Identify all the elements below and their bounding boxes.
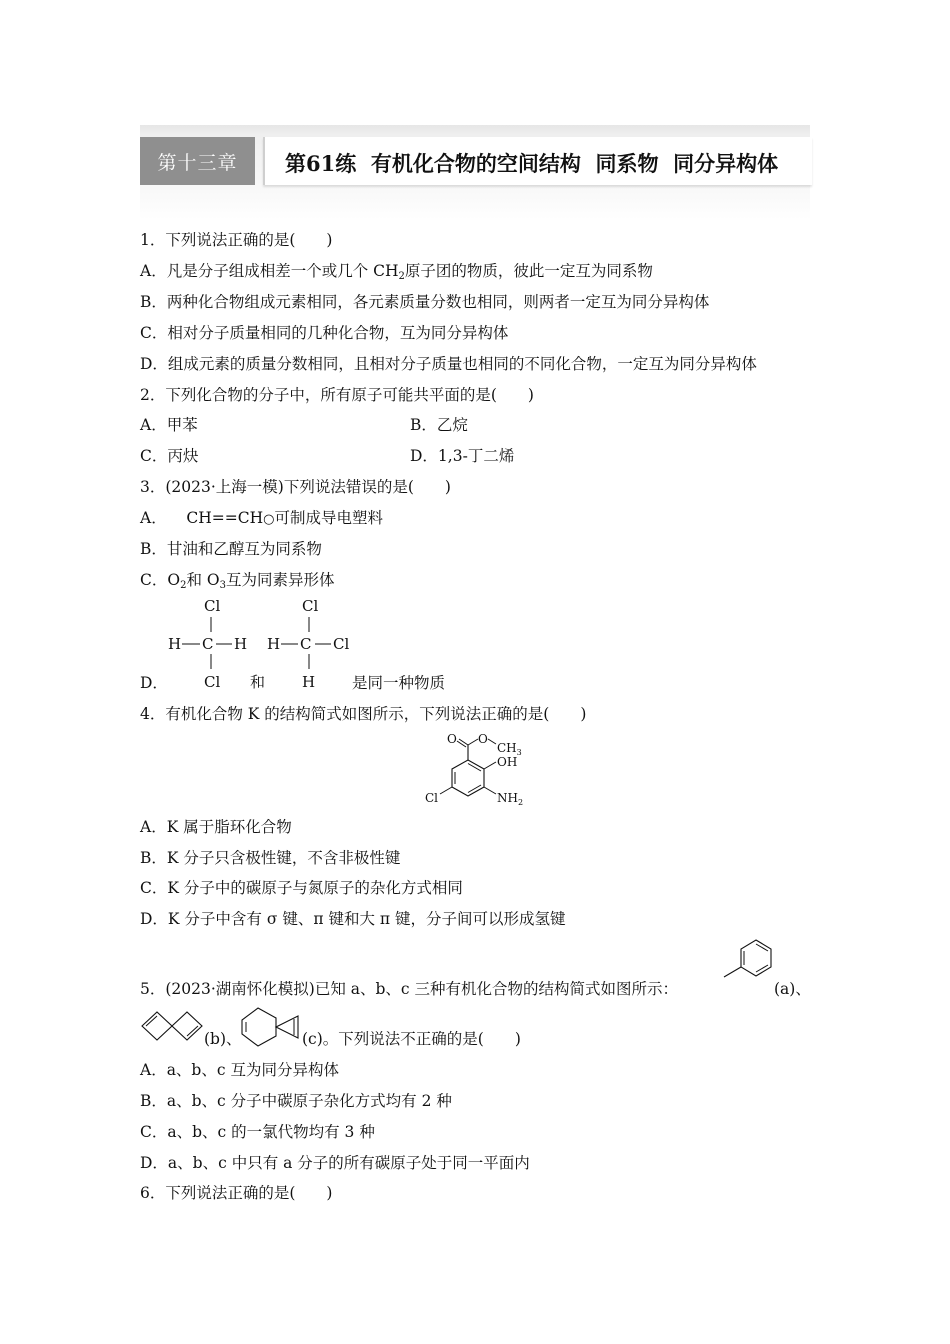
q1-option-d: D．组成元素的质量分数相同，且相对分子质量也相同的不同化合物，一定互为同分异构体 bbox=[140, 355, 757, 373]
q5-stem: 5．(2023·湖南怀化模拟)已知 a、b、c 三种有机化合物的结构简式如图所示： bbox=[140, 980, 679, 998]
q2-option-d: D．1,3-丁二烯 bbox=[410, 447, 515, 465]
hydroxyl-label: OH bbox=[497, 755, 518, 769]
q5-option-a: A．a、b、c 互为同分异构体 bbox=[140, 1061, 339, 1079]
q6-stem: 6．下列说法正确的是( ) bbox=[140, 1184, 333, 1202]
q2-option-b: B．乙烷 bbox=[410, 416, 468, 434]
atom-h-left-1: H bbox=[168, 635, 182, 653]
atom-c-1: C bbox=[202, 635, 214, 653]
q1-stem: 1．下列说法正确的是( ) bbox=[140, 231, 333, 249]
q5-option-c: C．a、b、c 的一氯代物均有 3 种 bbox=[140, 1123, 375, 1141]
compound-b-spirodiene-icon bbox=[138, 1008, 204, 1048]
q5-label-b: (b)、 bbox=[204, 1030, 242, 1048]
q1-option-c: C．相对分子质量相同的几种化合物，互为同分异构体 bbox=[140, 324, 509, 342]
q2-stem: 2．下列化合物的分子中，所有原子可能共平面的是( ) bbox=[140, 386, 534, 404]
page-title: 第61练 有机化合物的空间结构 同系物 同分异构体 bbox=[285, 151, 779, 176]
methyl-label: $CH_3$ bbox=[497, 741, 522, 757]
atom-cl-top-1: Cl bbox=[204, 597, 221, 615]
q1-option-a: A．凡是分子组成相差一个或几个 $CH_2$原子团的物质，彼此一定互为同系物 bbox=[140, 262, 653, 282]
q4-stem: 4．有机化合物 K 的结构简式如图所示，下列说法正确的是( ) bbox=[140, 705, 587, 723]
compound-c-spiro-icon bbox=[236, 1002, 304, 1050]
q3-option-d-label: D． bbox=[140, 674, 168, 692]
q5-option-d: D．a、b、c 中只有 a 分子的所有碳原子处于同一平面内 bbox=[140, 1154, 530, 1172]
q4-option-c: C．K 分子中的碳原子与氮原子的杂化方式相同 bbox=[140, 879, 463, 897]
q3-option-c: C．$O_2$和 $O_3$互为同素异形体 bbox=[140, 571, 335, 591]
q1-option-b: B．两种化合物组成元素相同，各元素质量分数也相同，则两者一定互为同分异构体 bbox=[140, 293, 710, 311]
q5-option-b: B．a、b、c 分子中碳原子杂化方式均有 2 种 bbox=[140, 1092, 452, 1110]
atom-cl-right-2: Cl bbox=[333, 635, 350, 653]
q2-option-a: A．甲苯 bbox=[140, 416, 198, 434]
q2-option-c: C．丙炔 bbox=[140, 447, 199, 465]
compound-k-structure bbox=[420, 730, 540, 810]
atom-h-bottom-2: H bbox=[302, 673, 316, 691]
q4-option-a: A．K 属于脂环化合物 bbox=[140, 818, 292, 836]
q3-option-d-text: 是同一种物质 bbox=[352, 674, 446, 692]
polymer-bracket-icon: ○ bbox=[263, 512, 275, 527]
q3-option-d-and: 和 bbox=[250, 673, 266, 691]
dichloromethane-structures bbox=[160, 594, 360, 694]
atom-o-carbonyl: O bbox=[447, 732, 457, 746]
atom-o-ester: O bbox=[478, 732, 488, 746]
q5-label-a: (a)、 bbox=[774, 980, 811, 998]
q4-option-d: D．K 分子中含有 σ 键、π 键和大 π 键，分子间可以形成氢键 bbox=[140, 910, 566, 928]
atom-cl-bottom-1: Cl bbox=[204, 673, 221, 691]
atom-c-2: C bbox=[300, 635, 312, 653]
chapter-label: 第十三章 bbox=[140, 137, 255, 185]
q3-option-a: A． CH==CH○可制成导电塑料 bbox=[140, 509, 384, 527]
atom-cl-top-2: Cl bbox=[302, 597, 319, 615]
chloro-label: Cl bbox=[425, 791, 439, 805]
amino-label: $NH_2$ bbox=[497, 791, 524, 807]
atom-h-right-1: H bbox=[234, 635, 248, 653]
q3-option-b: B．甘油和乙醇互为同系物 bbox=[140, 540, 322, 558]
q4-option-b: B．K 分子只含极性键，不含非极性键 bbox=[140, 849, 401, 867]
q5-label-c: (c)。下列说法不正确的是( ) bbox=[302, 1030, 521, 1048]
atom-h-left-2: H bbox=[267, 635, 281, 653]
compound-a-toluene-icon bbox=[720, 936, 776, 998]
polyacetylene-formula: CH==CH bbox=[186, 509, 264, 527]
q3-stem: 3．(2023·上海一模)下列说法错误的是( ) bbox=[140, 478, 451, 496]
